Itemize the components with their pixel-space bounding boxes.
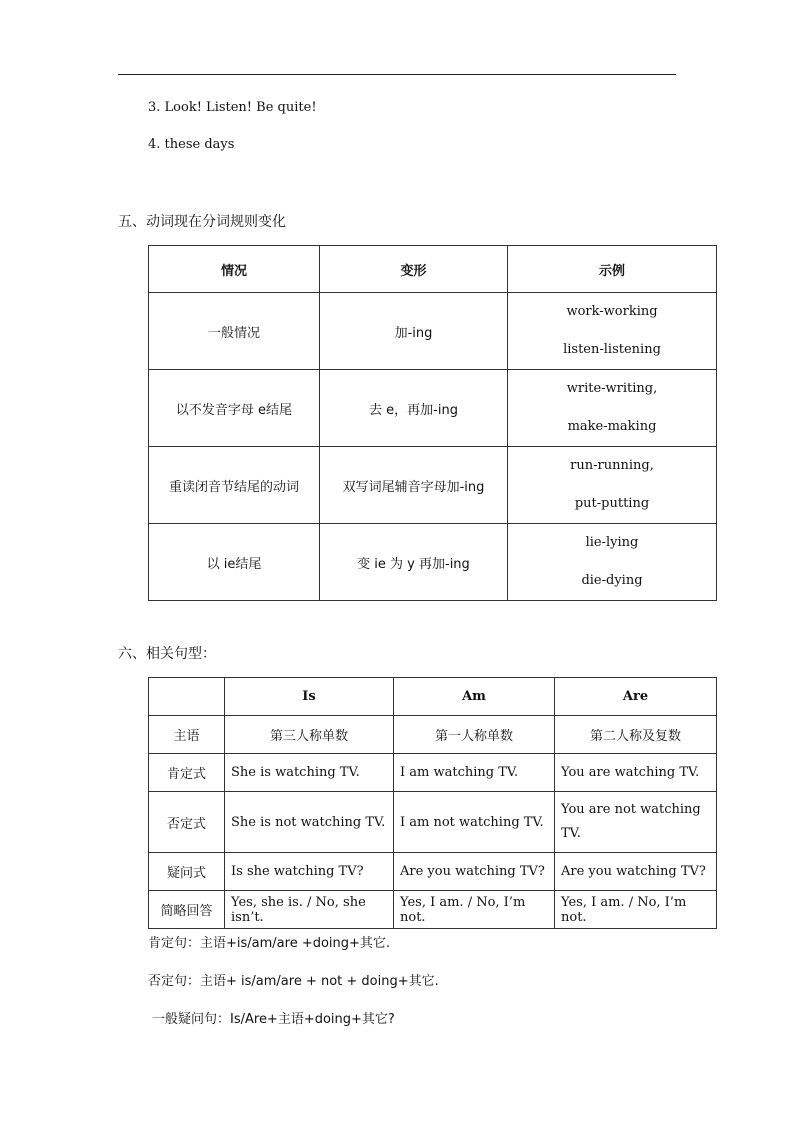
are-cell: You are watching TV. bbox=[555, 754, 717, 792]
case-cell: 以不发音字母 e结尾 bbox=[149, 370, 320, 447]
column-header-change: 变形 bbox=[320, 246, 508, 293]
row-label: 主语 bbox=[149, 716, 225, 754]
list-item-4: 4. these days bbox=[148, 137, 235, 152]
am-cell: Yes, I am. / No, I’m not. bbox=[394, 891, 555, 929]
is-cell: 第三人称单数 bbox=[225, 716, 394, 754]
am-cell: I am watching TV. bbox=[394, 754, 555, 792]
am-cell: I am not watching TV. bbox=[394, 792, 555, 853]
are-cell: Yes, I am. / No, I’m not. bbox=[555, 891, 717, 929]
formula-question: 一般疑问句：Is/Are+主语+doing+其它? bbox=[152, 1012, 395, 1027]
column-header-examples: 示例 bbox=[508, 246, 717, 293]
examples-cell bbox=[508, 293, 717, 370]
sentence-patterns-table bbox=[148, 677, 717, 929]
participle-rules-table bbox=[148, 245, 717, 601]
list-item-3: 3. Look! Listen! Be quite! bbox=[148, 100, 317, 115]
example-text: write-writing, bbox=[566, 381, 658, 396]
example-text: listen-listening bbox=[563, 342, 661, 357]
column-header-is: Is bbox=[225, 678, 394, 716]
change-cell: 加-ing bbox=[320, 293, 508, 370]
change-cell: 去 e，再加-ing bbox=[320, 370, 508, 447]
example-text: run-running, bbox=[570, 458, 654, 473]
table-row bbox=[149, 792, 717, 853]
example-text: make-making bbox=[567, 419, 657, 434]
table-row bbox=[149, 891, 717, 929]
am-cell: Are you watching TV? bbox=[394, 853, 555, 891]
are-cell: 第二人称及复数 bbox=[555, 716, 717, 754]
row-label: 简略回答 bbox=[149, 891, 225, 929]
example-text: die-dying bbox=[581, 573, 643, 588]
formula-affirmative: 肯定句：主语+is/am/are +doing+其它. bbox=[148, 936, 391, 951]
is-cell: Yes, she is. / No, she isn’t. bbox=[225, 891, 394, 929]
is-cell: She is not watching TV. bbox=[225, 792, 394, 853]
change-cell: 双写词尾辅音字母加-ing bbox=[320, 447, 508, 524]
table-row bbox=[149, 853, 717, 891]
section-6-heading: 六、相关句型： bbox=[118, 646, 216, 662]
column-header-blank bbox=[149, 678, 225, 716]
table-header-row bbox=[149, 246, 717, 293]
column-header-case: 情况 bbox=[149, 246, 320, 293]
formula-negative: 否定句：主语+ is/am/are + not + doing+其它. bbox=[148, 974, 439, 989]
examples-cell bbox=[508, 524, 717, 601]
are-cell: Are you watching TV? bbox=[555, 853, 717, 891]
example-text: work-working bbox=[566, 304, 658, 319]
column-header-am: Am bbox=[394, 678, 555, 716]
am-cell: 第一人称单数 bbox=[394, 716, 555, 754]
case-cell: 以 ie结尾 bbox=[149, 524, 320, 601]
row-label: 否定式 bbox=[149, 792, 225, 853]
section-5-heading: 五、动词现在分词规则变化 bbox=[118, 214, 286, 230]
table-row bbox=[149, 447, 717, 524]
table-row bbox=[149, 524, 717, 601]
examples-cell bbox=[508, 370, 717, 447]
examples-cell bbox=[508, 447, 717, 524]
example-text: put-putting bbox=[574, 496, 650, 511]
header-rule bbox=[118, 74, 676, 75]
column-header-are: Are bbox=[555, 678, 717, 716]
case-cell: 重读闭音节结尾的动词 bbox=[149, 447, 320, 524]
row-label: 疑问式 bbox=[149, 853, 225, 891]
table-header-row bbox=[149, 678, 717, 716]
table-row bbox=[149, 370, 717, 447]
is-cell: Is she watching TV? bbox=[225, 853, 394, 891]
table-row bbox=[149, 754, 717, 792]
are-cell: You are not watching TV. bbox=[555, 792, 717, 853]
row-label: 肯定式 bbox=[149, 754, 225, 792]
is-cell: She is watching TV. bbox=[225, 754, 394, 792]
table-row bbox=[149, 293, 717, 370]
change-cell: 变 ie 为 y 再加-ing bbox=[320, 524, 508, 601]
case-cell: 一般情况 bbox=[149, 293, 320, 370]
example-text: lie-lying bbox=[585, 535, 639, 550]
table-row bbox=[149, 716, 717, 754]
